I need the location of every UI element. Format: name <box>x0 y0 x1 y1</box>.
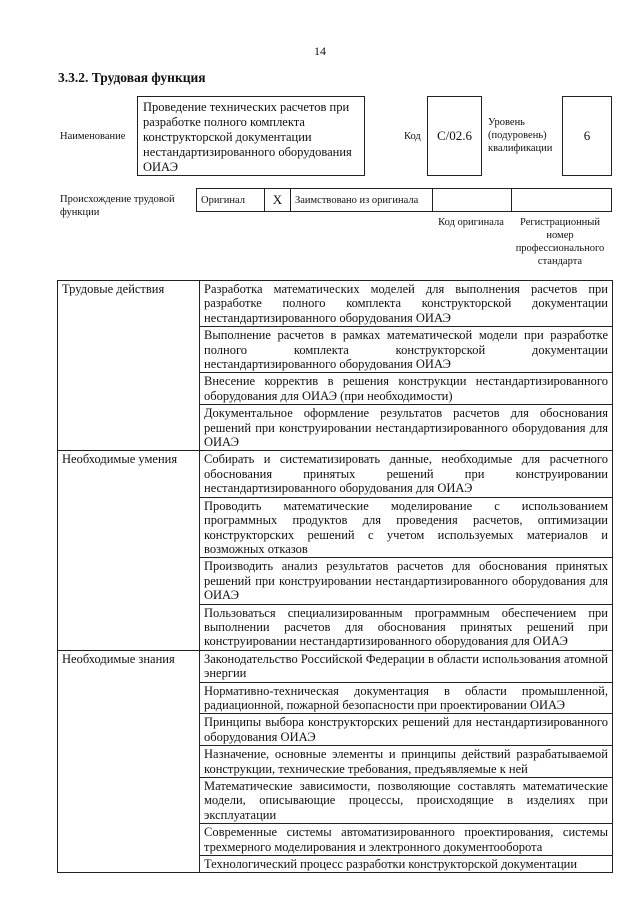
original-code-cell <box>433 189 512 211</box>
item-cell: Внесение корректив в решения конструкции нестандартизированного оборудования для ОИАЭ (при необходимости) <box>200 373 613 405</box>
function-name-box: Проведение технических расчетов при разработке полного комплекта конструкторской документации нестандартизированного оборудования ОИАЭ <box>137 96 365 176</box>
item-cell: Принципы выбора конструкторских решений для нестандартизированного оборудования ОИАЭ <box>200 714 613 746</box>
item-cell: Пользоваться специализированным программным обеспечением при выполнении расчетов для обоснования принятых решений при конструировании нестандартизированного оборудования для ОИАЭ <box>200 604 613 650</box>
item-cell: Выполнение расчетов в рамках математической модели при разработке полного комплекта конструкторской документации нестандартизированного оборудования ОИАЭ <box>200 327 613 373</box>
page-number: 14 <box>314 44 326 58</box>
item-cell: Документальное оформление результатов расчетов для обоснования решений при конструировании нестандартизированного оборудования для ОИАЭ <box>200 405 613 451</box>
original-label: Оригинал <box>197 189 265 211</box>
function-details-table <box>57 280 613 873</box>
table-row <box>58 650 613 682</box>
item-cell: Проводить математические моделирование с использованием программных продуктов для проведения расчетов, оптимизации конструкторских решений с учетом используемых материалов и возможных отказов <box>200 497 613 558</box>
registration-number-caption: Регистрационный номер профессионального стандарта <box>515 217 605 267</box>
code-label: Код <box>404 131 421 142</box>
item-cell: Нормативно-техническая документация в области промышленной, радиационной, пожарной безопасности при проектировании ОИАЭ <box>200 682 613 714</box>
item-cell: Современные системы автоматизированного проектирования, системы трехмерного моделирования и электронного документооборота <box>200 824 613 856</box>
item-cell: Производить анализ результатов расчетов для обоснования принятых решений при конструировании нестандартизированного оборудования для ОИАЭ <box>200 558 613 604</box>
origin-row <box>196 188 612 212</box>
name-label: Наименование <box>60 131 126 142</box>
item-cell: Назначение, основные элементы и принципы действий разрабатываемой конструкции, технические требования, предъявляемые к ней <box>200 746 613 778</box>
category-cell: Необходимые знания <box>58 650 200 873</box>
borrowed-label: Заимствовано из оригинала <box>291 189 433 211</box>
category-cell: Трудовые действия <box>58 281 200 451</box>
table-row <box>58 281 613 327</box>
item-cell: Собирать и систематизировать данные, необходимые для расчетного обоснования принятых решений при конструировании нестандартизированного оборудования для ОИАЭ <box>200 451 613 497</box>
origin-label: Происхождение трудовой функции <box>60 194 175 218</box>
original-code-caption: Код оригинала <box>438 217 504 228</box>
item-cell: Законодательство Российской Федерации в области использования атомной энергии <box>200 650 613 682</box>
item-cell: Математические зависимости, позволяющие составлять математические модели, описывающие процессы, происходящие в изделиях при эксплуатации <box>200 778 613 824</box>
level-label: Уровень (подуровень) квалификации <box>488 117 553 154</box>
code-value-box: C/02.6 <box>427 96 482 176</box>
table-row <box>58 451 613 497</box>
level-value-box: 6 <box>562 96 612 176</box>
registration-number-cell <box>512 189 611 211</box>
item-cell: Технологический процесс разработки конструкторской документации <box>200 856 613 873</box>
original-mark: X <box>265 189 291 211</box>
section-title: 3.3.2. Трудовая функция <box>58 70 206 85</box>
category-cell: Необходимые умения <box>58 451 200 650</box>
item-cell: Разработка математических моделей для выполнения расчетов при разработке полного комплекта конструкторской документации нестандартизированного оборудования ОИАЭ <box>200 281 613 327</box>
